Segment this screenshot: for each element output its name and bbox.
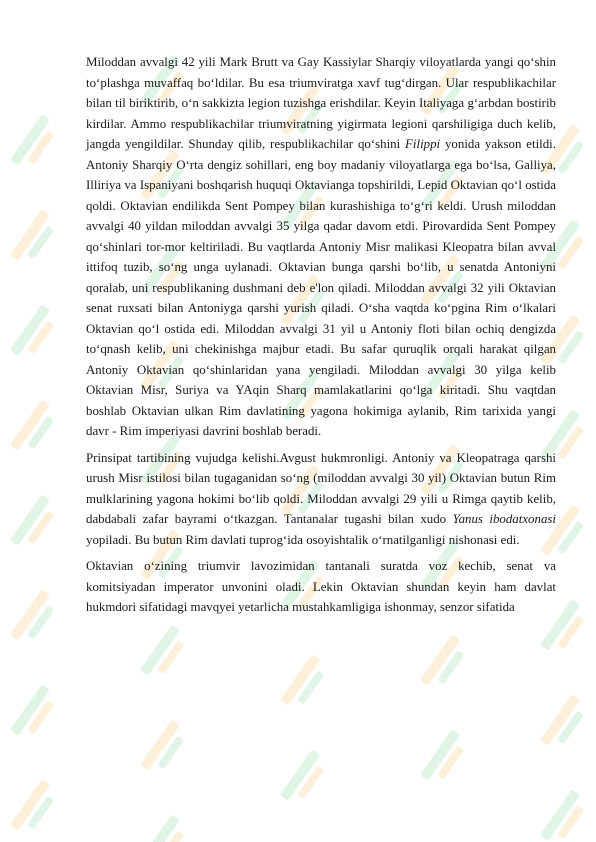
- watermark-mark: [540, 789, 590, 842]
- paragraph-1: Miloddan avvalgi 42 yili Mark Brutt va Gay Kassiylar Sharqiy viloyatlarda yangi qo‘shin to‘plashga muvaffaq bo‘ldilar. Bu esa triumviratga xavf tug‘dirgan. Ular respublikachilar bilan til biriktirib, o‘n sakkizta legion tuzishga erishdilar. Keyin Italiyaga g‘arbdan bostirib kirdilar. Ammo respublikachilar triumviratning yigirmata legioni qarshiligiga duch kelib, jangda yengildilar. Shunday qilib, respublikachilar qo‘shini Filippi yonida yakson etildi. Antoniy Sharqiy O‘rta dengiz sohillari, eng boy madaniy viloyatlarga ega bo‘lsa, Galliya, Illiriya va Ispaniyani boshqarish huquqi Oktavianga topshirildi, Lepid Oktavian qo‘l ostida qoldi. Oktavian endilikda Sent Pompey bilan kurashishiga to‘g‘ri keldi. Urush miloddan avvalgi 40 yildan miloddan avvalgi 35 yilga qadar davom etdi. Pirovardida Sent Pompey qo‘shinlari tor-mor keltiriladi. Bu vaqtlarda Antoniy Misr malikasi Kleopatra bilan avval ittifoq tuzib, so‘ng unga uylanadi. Oktavian bunga qarshi bo‘lib, u senatda Antoniyni qoralab, uni respublikaning dushmani deb e'lon qiladi. Miloddan avvalgi 32 yili Oktavian senat ruxsati bilan Antoniyga qarshi yurish qiladi. O‘sha vaqtda ko‘pgina Rim o‘lkalari Oktavian qo‘l ostida edi. Miloddan avvalgi 31 yil u Antoniy floti bilan ochiq dengizda to‘qnash kelib, uni chekinishga majbur etadi. Bu safar quruqlik orqali harakat qilgan Antoniy Oktavian qo‘shinlaridan yana yengiladi. Miloddan avvalgi 30 yilga kelib Oktavian Misr, Suriya va YAqin Sharq mamlakatlarini qo‘lga kiritadi. Shu vaqtdan boshlab Oktavian ulkan Rim davlatining yagona hokimiga aylanib, Rim tarixida yangi davr - Rim imperiyasi davrini boshlab beradi.: [86, 55, 556, 438]
- italic-term: Yanus ibodatxonasi: [452, 512, 556, 526]
- paragraph-2: Prinsipat tartibining vujudga kelishi.Avgust hukmronligi. Antoniy va Kleopatraga qarshi urush Misr istilosi bilan tugaganidan so‘ng (miloddan avvalgi 30 yil) Oktavian butun Rim mulklarining yagona hokimi bo‘lib qoldi. Miloddan avvalgi 29 yili u Rimga qaytib kelib, dabdabali zafar bayrami o‘tkazgan. Tantanalar tugashi bilan xudo Yanus ibodatxonasi yopiladi. Bu butun Rim davlati tuprog‘ida osoyishtalik o‘rnatilganligi nishonasi edi.: [86, 450, 556, 547]
- document-body: [86, 52, 556, 624]
- paragraph-3: Oktavian o‘zining triumvir lavozimidan tantanali suratda voz kechib, senat va komitsiyadan imperator unvonini oladi. Lekin Oktavian shundan keyin ham davlat hukmdori sifatidagi mavqyei yetarlicha mustahkamligiga ishonmay, senzor sifatida: [86, 559, 556, 614]
- watermark-mark: [420, 729, 470, 787]
- watermark-mark: [10, 589, 60, 647]
- watermark-mark: [280, 749, 330, 807]
- watermark-mark: [10, 209, 60, 267]
- watermark-mark: [10, 304, 60, 362]
- watermark-mark: [10, 494, 60, 552]
- watermark-mark: [10, 779, 60, 837]
- watermark-mark: [280, 654, 330, 712]
- watermark-mark: [420, 634, 470, 692]
- watermark-mark: [10, 684, 60, 742]
- watermark-mark: [10, 114, 60, 172]
- watermark-mark: [140, 624, 190, 682]
- watermark-mark: [10, 399, 60, 457]
- watermark-mark: [540, 694, 590, 752]
- watermark-mark: [140, 719, 190, 777]
- italic-term: Filippi: [405, 137, 441, 151]
- watermark-mark: [140, 814, 190, 842]
